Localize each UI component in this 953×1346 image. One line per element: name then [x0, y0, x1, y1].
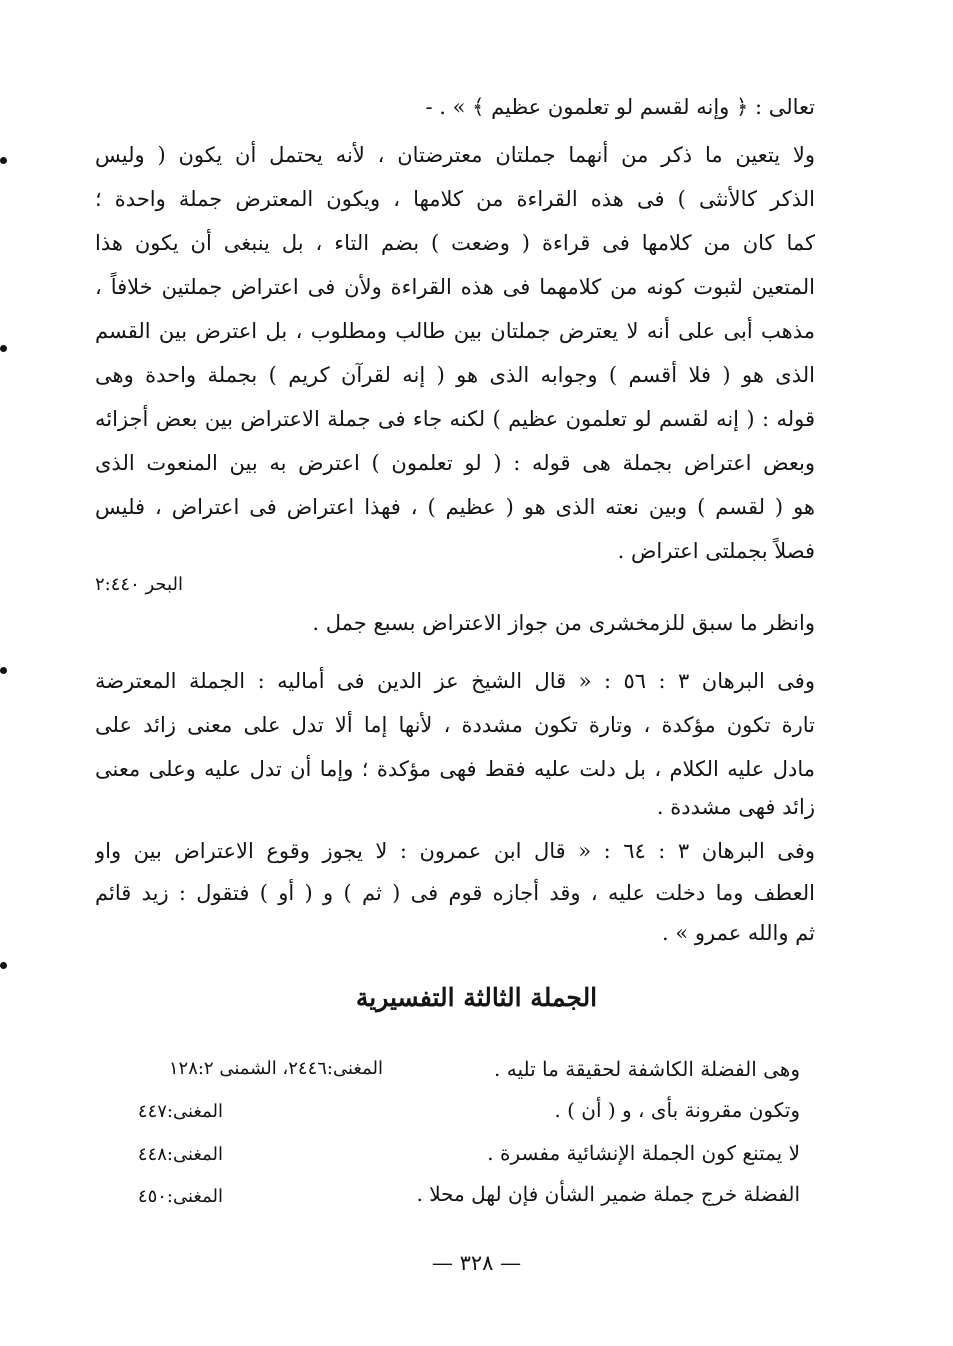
text-line: وفى البرهان ٣ : ٥٦ : « قال الشيخ عز الدين فى أماليه : الجملة المعترضة — [95, 669, 815, 693]
text-line: وانظر ما سبق للزمخشرى من جواز الاعتراض بسبع جمل . — [312, 611, 815, 635]
binding-mark — [0, 667, 7, 674]
text-line: الذكر كالأنثى ) فى هذه القراءة من كلامها ، ويكون المعترض جملة واحدة ؛ — [95, 187, 815, 211]
text-line: وبعض اعتراض بجملة هى قوله : ( لو تعلمون ) اعترض به بين المنعوت الذى — [95, 451, 815, 475]
source-reference: البحر ٢:٤٤٠ — [95, 574, 183, 595]
text-line: تارة تكون مؤكدة ، وتارة تكون مشددة ، لأنها إما ألا تدل على معنى زائد على — [95, 713, 815, 737]
summary-item-reference: المغنى:٤٤٨ — [137, 1144, 223, 1165]
text-line: مذهب أبى على أنه لا يعترض جملتان بين طالب ومطلوب ، بل اعترض بين القسم — [95, 319, 815, 343]
text-line: كما كان من كلامها فى قراءة ( وضعت ) بضم التاء ، بل ينبغى أن يكون هذا — [95, 231, 815, 255]
text-line: قوله : ( إنه لقسم لو تعلمون عظيم ) لكنه جاء فى جملة الاعتراض بين بعض أجزائه — [95, 407, 815, 431]
text-line: هو ( لقسم ) وبين نعته الذى هو ( عظيم ) ، فهذا اعتراض فى اعتراض ، فليس — [95, 495, 815, 519]
text-line: ثم والله عمرو » . — [661, 921, 815, 945]
binding-mark — [0, 157, 7, 164]
text-line: فصلاً بجملتى اعتراض . — [617, 539, 815, 563]
text-line: وفى البرهان ٣ : ٦٤ : « قال ابن عمرون : لا يجوز وقوع الاعتراض بين واو — [95, 839, 815, 863]
binding-mark — [0, 962, 7, 969]
page-number: — ٣٢٨ — — [431, 1251, 522, 1275]
text-line: زائد فهى مشددة . — [656, 795, 815, 819]
summary-item-reference: المغنى:٤٤٧ — [137, 1101, 223, 1122]
binding-mark — [0, 345, 7, 352]
summary-item-text: وتكون مقرونة بأى ، و ( أن ) . — [554, 1098, 800, 1122]
summary-item-reference: المغنى:٤٥٠ — [137, 1186, 223, 1207]
summary-item-text: الفضلة خرج جملة ضمير الشأن فإن لهل محلا . — [416, 1182, 800, 1206]
summary-item-text: وهى الفضلة الكاشفة لحقيقة ما تليه . — [494, 1057, 800, 1081]
text-line: العطف وما دخلت عليه ، وقد أجازه قوم فى ( ثم ) و ( أو ) فتقول : زيد قائم — [95, 881, 815, 905]
text-line: مادل عليه الكلام ، بل دلت عليه فقط فهى مؤكدة ؛ وإما أن تدل عليه وعلى معنى — [95, 757, 815, 781]
text-line: تعالى : ﴿ وإنه لقسم لو تعلمون عظيم ﴾ » . - — [425, 95, 815, 119]
text-line: المتعين لثبوت كونه من كلامهما فى هذه القراءة ولأن فى اعتراض جملتين خلافاً ، — [95, 275, 815, 299]
text-line: الذى هو ( فلا أقسم ) وجوابه الذى هو ( إنه لقرآن كريم ) بجملة واحدة وهى — [95, 363, 815, 387]
section-heading: الجملة الثالثة التفسيرية — [355, 983, 598, 1012]
summary-item-reference: المغنى:٢٤٤٦، الشمنى ١٢٨:٢ — [168, 1058, 383, 1079]
text-line: ولا يتعين ما ذكر من أنهما جملتان معترضتان ، لأنه يحتمل أن يكون ( وليس — [95, 143, 815, 167]
summary-item-text: لا يمتنع كون الجملة الإنشائية مفسرة . — [487, 1141, 800, 1165]
